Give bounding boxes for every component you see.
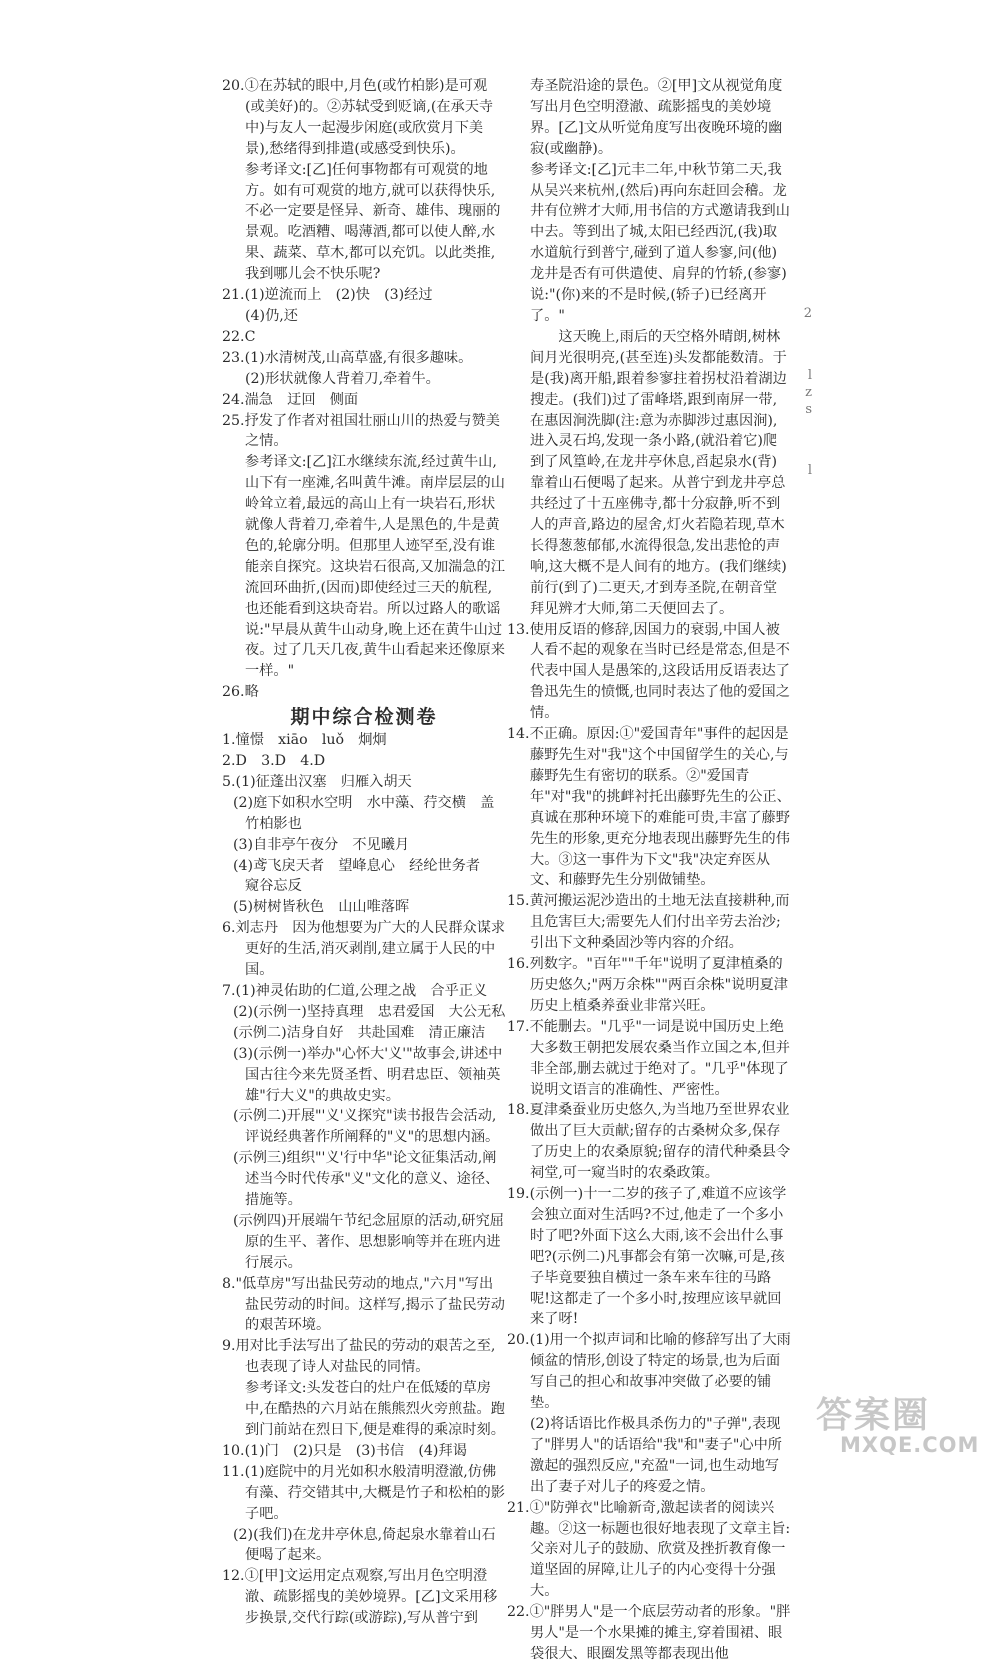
answer-line: 14.不正确。原因:①"爱国青年"事件的起因是藤野先生对"我"这个中国留学生的关心,与藤野先生有密切的联系。②"爱国青年"对"我"的挑衅衬托出藤野先生的公正、真诚在那种环境下的难能可贵,丰富了藤野先生的形象,更充分地表现出藤野先生的伟大。③这一事件为下文"我"决定弃医从文、和藤野先生分别做铺垫。 [507,726,791,889]
left-column-part-1 [222,76,506,703]
answer-line: 参考译文:[乙]任何事物都有可观赏的地方。如有可观赏的地方,就可以获得快乐,不必一定要是怪异、新奇、雄伟、瑰丽的景观。吃酒糟、喝薄酒,都可以使人醉,水果、蔬菜、草木,都可以充饥。以此类推,我到哪儿会不快乐呢? [245,161,501,283]
answer-line: 11.(1)庭院中的月光如积水般清明澄澈,仿佛有藻、荇交错其中,大概是竹子和松柏的影子吧。 [222,1463,505,1522]
answer-line: 参考译文:[乙]江水继续东流,经过黄牛山,山下有一座滩,名叫黄牛滩。南岸层层的山岭耸立着,最远的高山上有一块岩石,形状就像人背着刀,牵着牛,人是黑色的,牛是黄色的,轮廓分明。但那里人迹罕至,没有谁能亲自探究。这块岩石很高,又加湍急的江流回环曲折,(因而)即使经过三天的航程,也还能看到这块奇岩。所以过路人的歌谣说:"早晨从黄牛山动身,晚上还在黄牛山过夜。过了几天几夜,黄牛山看起来还像原来一样。" [245,454,505,680]
margin-mark: 2 [803,306,812,321]
answer-line: (2)形状就像人背着刀,牵着牛。 [245,370,440,387]
watermark-url: MXQE.COM [840,1433,980,1457]
right-column-part [507,76,791,1665]
answer-line: (4)鸢飞戾天者 望峰息心 经纶世务者 窥谷忘反 [233,857,495,895]
answer-line: 1.憧憬 xiāo luǒ 炯炯 [222,732,387,749]
answer-line: 26.略 [222,684,259,701]
answer-line: (示例二)洁身自好 共赴国难 清正廉洁 [233,1024,486,1041]
answer-line: 19.(示例一)十一二岁的孩子了,难道不应该学会独立面对生活吗?不过,他走了一个多小时了吧?外面下这么大雨,该不会出什么事吧?(示例二)凡事都会有第一次嘛,可是,孩子毕竟要独自横过一条车来车往的马路呢!这都走了一个多小时,按理应该早就回来了呀! [507,1186,787,1328]
answer-line: 21.①"防弹衣"比喻新奇,激起读者的阅读兴趣。②这一标题也很好地表现了文章主旨:父亲对儿子的鼓励、欣赏及挫折教育像一道坚固的屏障,让儿子的内心变得十分强大。 [507,1499,791,1600]
answer-line: (示例三)组织"'义'行中华"论文征集活动,阐述当今时代传承"义"文化的意义、途径、措施等。 [233,1150,500,1209]
answer-line: 这天晚上,雨后的天空格外晴朗,树林间月光很明亮,(甚至连)头发都能数清。于是(我)离开船,跟着参寥拄着拐杖沿着湖边搜走。(我们)过了雷峰塔,跟到南屏一带,在惠因涧洗脚(注:意为赤脚涉过惠因涧),进入灵石坞,发现一条小路,(就沿着它)爬到了风篁岭,在龙井亭休息,舀起泉水(背)靠着山石便喝了起来。从普宁到龙井亭总共经过了十五座佛寺,都十分寂静,听不到人的声音,路边的屋舍,灯火若隐若现,草木长得葱葱郁郁,水流得很急,发出悲怆的声响,这大概不是人间有的地方。(我们继续)前行(到了)二更天,才到寿圣院,在朝音堂拜见辨才大师,第二天便回去了。 [530,328,787,617]
answer-line: 13.使用反语的修辞,因国力的衰弱,中国人被人看不起的观象在当时已经是常态,但是不代表中国人是愚笨的,这段话用反语表达了鲁迅先生的愤慨,也同时表达了他的爱国之情。 [507,621,790,722]
answer-line: 16.列数字。"百年""千年"说明了夏津植桑的历史悠久;"两万余株""两百余株"说明夏津历史上植桑养蚕业非常兴旺。 [507,956,788,1014]
answer-line: 17.不能删去。"几乎"一词是说中国历史上绝大多数王朝把发展农桑当作立国之本,但并非全部,删去就过于绝对了。"几乎"体现了说明文语言的准确性、严密性。 [507,1018,790,1098]
answer-line: 寿圣院沿途的景色。②[甲]文从视觉角度写出月色空明澄澈、疏影摇曳的美妙境界。[乙]文从听觉角度写出夜晚环境的幽寂(或幽静)。 [530,78,783,157]
answer-line: 18.夏津桑蚕业历史悠久,为当地乃至世界农业做出了巨大贡献;留存的古桑树众多,保存了历史上的农桑原貌;留存的清代种桑县令祠堂,可一窥当时的农桑政策。 [507,1102,791,1182]
answer-line: 22.①"胖男人"是一个底层劳动者的形象。"胖男人"是一个水果摊的摊主,穿着围裙、眼袋很大、眼圈发黑等都表现出他 [507,1604,791,1662]
answer-line: 2.D 3.D 4.D [222,753,326,769]
section-title: 期中综合检测卷 [290,706,438,729]
margin-mark: z [805,385,812,400]
answer-line: 9.用对比手法写出了盐民的劳动的艰苦之至,也表现了诗人对盐民的同情。 [222,1338,496,1376]
margin-mark: s [805,402,812,417]
margin-mark: l [807,463,812,478]
answer-line: (2)(我们)在龙井亭休息,倚起泉水靠着山石便喝了起来。 [233,1526,496,1564]
watermark-text: 答案圈 [816,1395,931,1436]
answer-line: 25.抒发了作者对祖国壮丽山川的热爱与赞美之情。 [222,412,500,450]
answer-line: (示例四)开展端午节纪念屈原的活动,研究屈原的生平、著作、思想影响等并在班内进行展示。 [233,1212,504,1271]
answer-line: 20.(1)用一个拟声词和比喻的修辞写出了大雨倾盆的情形,创设了特定的场景,也为后面写自己的担心和故事冲突做了必要的铺垫。 [507,1332,791,1412]
answer-line: 7.(1)神灵佑助的仁道,公理之战 合乎正义 [222,982,488,999]
answer-line: (2)(示例一)坚持真理 忠君爱国 大公无私 [233,1003,506,1020]
answer-line: 23.(1)水清树茂,山高草盛,有很多趣味。 [222,349,473,366]
answer-line: (2)将话语比作极具杀伤力的"子弹",表现了"胖男人"的话语给"我"和"妻子"心中所激起的强烈反应,"充盈"一词,也生动地写出了妻子对儿子的疼爱之情。 [530,1416,782,1495]
margin-mark: l [807,368,812,383]
answer-line: 20.①在苏轼的眼中,月色(或竹柏影)是可观(或美好)的。②苏轼受到贬谪,(在承天寺中)与友人一起漫步闲庭(或欣赏月下美景),愁绪得到排遣(或感受到快乐)。 [222,78,494,157]
answer-line: 参考译文:头发苍白的灶户在低矮的草房中,在酷热的六月站在熊熊烈火旁煎盐。跑到门前站在烈日下,便是难得的乘凉时刻。 [245,1380,505,1438]
answer-line: 12.①[甲]文运用定点观察,写出月色空明澄澈、疏影摇曳的美妙境界。[乙]文采用移步换景,交代行踪(或游踪),写从普宁到 [222,1568,498,1627]
right-column [507,76,791,1665]
answer-line: (2)庭下如积水空明 水中藻、荇交横 盖竹柏影也 [233,794,495,832]
answer-line: 参考译文:[乙]元丰二年,中秋节第二天,我从吴兴来杭州,(然后)再向东赶回会稽。龙井有位辨才大师,用书信的方式邀请我到山中去。等到出了城,太阳已经西沉,(我)取水道航行到普宁,碰到了道人参寥,问(他)龙井是否有可供遣使、肩舁的竹轿,(参寥)说:"(你)来的不是时候,(轿子)已经离开了。" [530,161,790,324]
answer-line: (3)(示例一)举办"心怀大'义'"故事会,讲述中国古往今来先贤圣哲、明君忠臣、领袖英雄"行大义"的典故史实。 [233,1045,503,1104]
answer-line: 15.黄河搬运泥沙造出的土地无法直接耕种,而且危害巨大;需要先人们付出辛劳去治沙;引出下文种桑固沙等内容的介绍。 [507,893,790,952]
answer-line: 5.(1)征蓬出汉塞 归雁入胡天 [222,773,412,790]
answer-line: (3)自非亭午夜分 不见曦月 [233,836,410,853]
answer-line: 21.(1)逆流而上 (2)快 (3)经过 [222,287,433,304]
answer-line: 6.刘志丹 因为他想要为广大的人民群众谋求更好的生活,消灭剥削,建立属于人民的中国。 [222,920,506,979]
answer-line: 24.湍急 迂回 侧面 [222,391,359,408]
watermark-logo [816,1387,986,1463]
left-column-part-2 [222,730,506,1629]
answer-line: 22.C [222,328,256,345]
answer-line: (示例二)开展"'义'义探究"读书报告会活动,评说经典著作所阐释的"义"的思想内涵。 [233,1108,500,1146]
answer-line: (4)仍,还 [245,307,298,324]
left-column [222,76,506,1629]
answer-line: (5)树树皆秋色 山山唯落晖 [233,899,410,916]
answer-line: 8."低草房"写出盐民劳动的地点,"六月"写出盐民劳动的时间。这样写,揭示了盐民劳动的艰苦环境。 [222,1275,505,1334]
answer-line: 10.(1)门 (2)只是 (3)书信 (4)拜谒 [222,1442,467,1459]
